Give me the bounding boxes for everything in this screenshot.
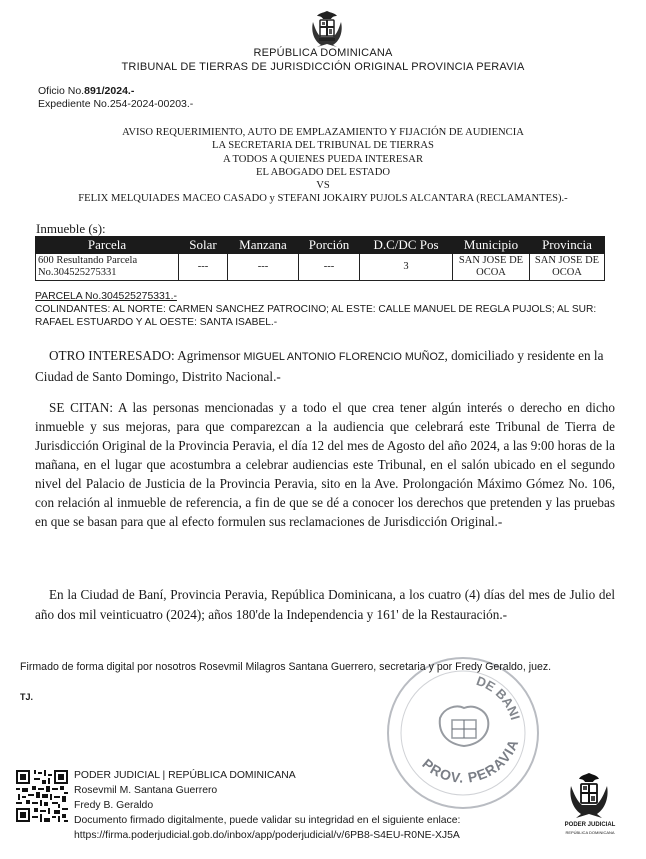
coat-of-arms-icon	[309, 10, 345, 48]
header-tribunal: TRIBUNAL DE TIERRAS DE JURISDICCIÓN ORIGINAL PROVINCIA PERAVIA	[121, 61, 525, 73]
col-dc: D.C/DC Pos	[360, 237, 453, 254]
aviso-line: FELIX MELQUIADES MACEO CASADO y STEFANI JOKAIRY PUJOLS ALCANTARA (RECLAMANTES).-	[78, 193, 568, 205]
poder-judicial-logo-text: PODER JUDICIAL REPÚBLICA DOMINICANA	[564, 822, 616, 835]
fecha-paragraph: En la Ciudad de Baní, Provincia Peravia, República Dominicana, a los cuatro (4) días del mes de Julio del año dos mil veinticuatro (2024); años 180'de la Independencia y 161' de la Restauración.-	[35, 587, 615, 622]
aviso-block	[0, 126, 646, 206]
seal-bottom-text: PROV. PERAVIA	[419, 736, 522, 786]
initials: TJ.	[20, 692, 34, 702]
footer-signer-1: Rosevmil M. Santana Guerrero	[74, 785, 218, 796]
cell-solar: ---	[179, 254, 228, 281]
footer-validation-link[interactable]: https://firma.poderjudicial.gob.do/inbox/app/poderjudicial/v/6PB8-S4EU-R0NE-XJ5A	[74, 830, 460, 841]
cell-porcion: ---	[299, 254, 360, 281]
qr-code-icon[interactable]	[16, 770, 68, 822]
footer-signer-2: Fredy B. Geraldo	[74, 800, 154, 811]
table-row	[36, 254, 605, 281]
cell-provincia: SAN JOSE DE OCOA	[530, 254, 605, 281]
col-parcela: Parcela	[36, 237, 179, 254]
cell-manzana: ---	[228, 254, 299, 281]
cell-municipio: SAN JOSE DE OCOA	[453, 254, 530, 281]
expediente-number: Expediente No.254-2024-00203.-	[38, 98, 194, 110]
aviso-line: LA SECRETARIA DEL TRIBUNAL DE TIERRAS	[212, 140, 434, 152]
aviso-line: VS	[316, 180, 330, 192]
cell-parcela: 600 Resultando Parcela No.304525275331	[36, 254, 179, 281]
aviso-line: AVISO REQUERIMIENTO, AUTO DE EMPLAZAMIENTO Y FIJACIÓN DE AUDIENCIA	[122, 127, 524, 138]
footer-institution: PODER JUDICIAL | REPÚBLICA DOMINICANA	[74, 770, 296, 781]
oficio-number: Oficio No.891/2024.-	[38, 85, 135, 97]
agrimensor-name: MIGUEL ANTONIO FLORENCIO MUÑOZ	[243, 351, 445, 363]
colindantes-text: COLINDANTES: AL NORTE: CARMEN SANCHEZ PATROCINO; AL ESTE: CALLE MANUEL DE REGLA PUJOLS; AL SUR: RAFAEL ESTUARDO Y AL OESTE: SANTA ISABEL.-	[35, 304, 597, 328]
otro-interesado: OTRO INTERESADO: Agrimensor MIGUEL ANTONIO FLORENCIO MUÑOZ, domiciliado y residente en la Ciudad de Santo Domingo, Distrito Nacional.-	[35, 348, 604, 384]
inmueble-label: Inmueble (s):	[36, 221, 106, 236]
cell-dc: 3	[360, 254, 453, 281]
firmado-text: Firmado de forma digital por nosotros Rosevmil Milagros Santana Guerrero, secretaria y por Fredy Geraldo, juez.	[20, 661, 552, 673]
aviso-line: A TODOS A QUIENES PUEDA INTERESAR	[222, 153, 424, 165]
inmueble-table	[35, 236, 605, 281]
col-municipio: Municipio	[453, 237, 530, 254]
table-header-row	[36, 237, 605, 254]
col-manzana: Manzana	[228, 237, 299, 254]
col-solar: Solar	[179, 237, 228, 254]
citan-paragraph: SE CITAN: A las personas mencionadas y a todo el que crea tener algún interés o derecho en dicho inmueble y sus mejoras, para que comparezcan a la audiencia que celebrará este Tribunal de Tierra de Jurisdicción Original de la Provincia Peravia, el día 12 del mes de Agosto del año 2024, a las 9:00 horas de la mañana, en el lugar que acostumbra a celebrar audiencias este Tribunal, en el salón ubicado en el segundo nivel del Palacio de Justicia de la Provincia Peravia, sito en la Ave. Prolongación Máximo Gómez No. 106, con relación al inmueble de referencia, a fin de que se dé a conocer los derechos que pretenden y las pruebas en que se basan para que al efecto formulen sus reclamaciones de Jurisdicción Original.-	[35, 400, 615, 529]
footer-validation-note: Documento firmado digitalmente, puede validar su integridad en el siguiente enlace:	[74, 815, 461, 826]
col-provincia: Provincia	[530, 237, 605, 254]
seal-top-text: DE BANI	[474, 673, 524, 722]
parcela-heading: PARCELA No.304525275331.-	[35, 291, 177, 302]
poder-judicial-logo-icon	[566, 772, 612, 820]
aviso-line: EL ABOGADO DEL ESTADO	[255, 166, 390, 178]
header-country: REPÚBLICA DOMINICANA	[253, 47, 393, 59]
col-porcion: Porción	[299, 237, 360, 254]
